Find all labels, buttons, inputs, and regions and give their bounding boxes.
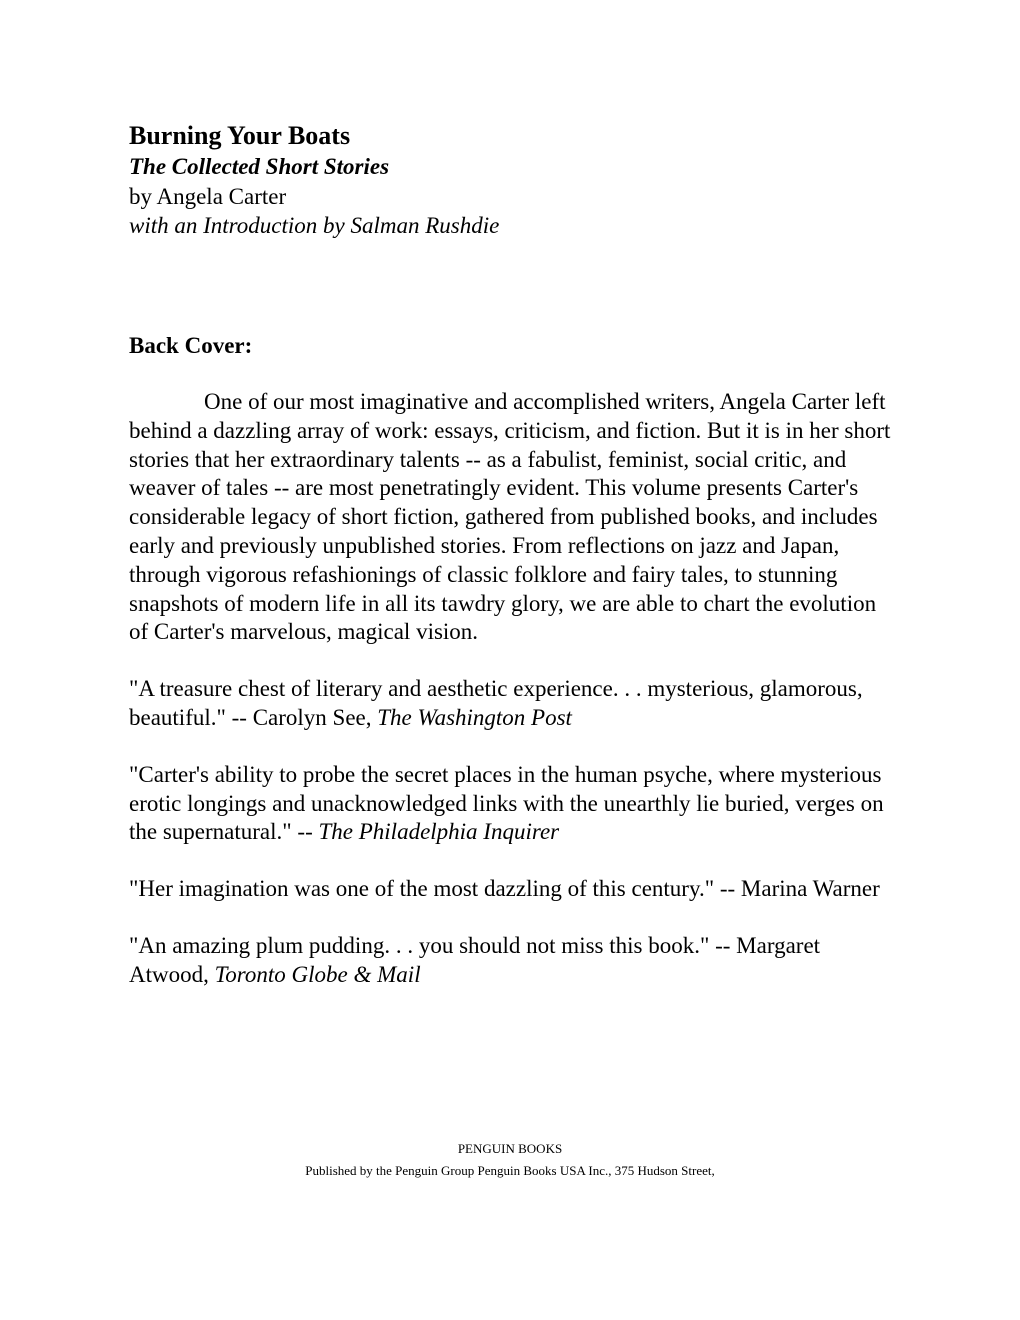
review-text: "A treasure chest of literary and aesthetic experience. . . mysterious, glamorous, beautiful." -- Carolyn See, <box>129 676 863 730</box>
review-source: The Washington Post <box>377 704 572 730</box>
introduction-line: with an Introduction by Salman Rushdie <box>129 213 500 238</box>
review-text: "Carter's ability to probe the secret places in the human psyche, where mysterious erotic longings and unacknowledged links with the unearthly lie buried, verges on the supernatural." -- <box>129 761 884 845</box>
review-quote-1 <box>129 675 899 733</box>
author-line: by Angela Carter <box>129 184 287 209</box>
book-subtitle: The Collected Short Stories <box>129 154 390 179</box>
publisher-address: Published by the Penguin Group Penguin Books USA Inc., 375 Hudson Street, <box>305 1163 715 1178</box>
review-text: "An amazing plum pudding. . . you should not miss this book." -- Margaret Atwood, <box>129 932 821 987</box>
review-text: "Her imagination was one of the most dazzling of this century." -- Marina Warner <box>129 876 880 902</box>
back-cover-heading: Back Cover: <box>129 333 253 358</box>
document-page <box>129 120 899 990</box>
review-quote-2 <box>129 761 899 847</box>
review-quote-4 <box>129 932 899 990</box>
review-quote-3 <box>129 875 899 904</box>
review-source: The Philadelphia Inquirer <box>318 819 560 845</box>
back-cover-blurb: One of our most imaginative and accomplished writers, Angela Carter left behind a dazzling array of work: essays, criticism, and fiction. But it is in her short stories that her extraordinary talents -- as a fabulist, feminist, social critic, and weaver of tales -- are most penetratingly evident. This volume presents Carter's considerable legacy of short fiction, gathered from published books, and includes early and previously unpublished stories. From reflections on jazz and Japan, through vigorous refashionings of classic folklore and fairy tales, to stunning snapshots of modern life in all its tawdry glory, we are able to chart the evolution of Carter's marvelous, magical vision. <box>129 389 891 645</box>
review-source: Toronto Globe & Mail <box>214 961 421 987</box>
book-title: Burning Your Boats <box>129 121 351 150</box>
publisher-name: PENGUIN BOOKS <box>457 1141 563 1156</box>
